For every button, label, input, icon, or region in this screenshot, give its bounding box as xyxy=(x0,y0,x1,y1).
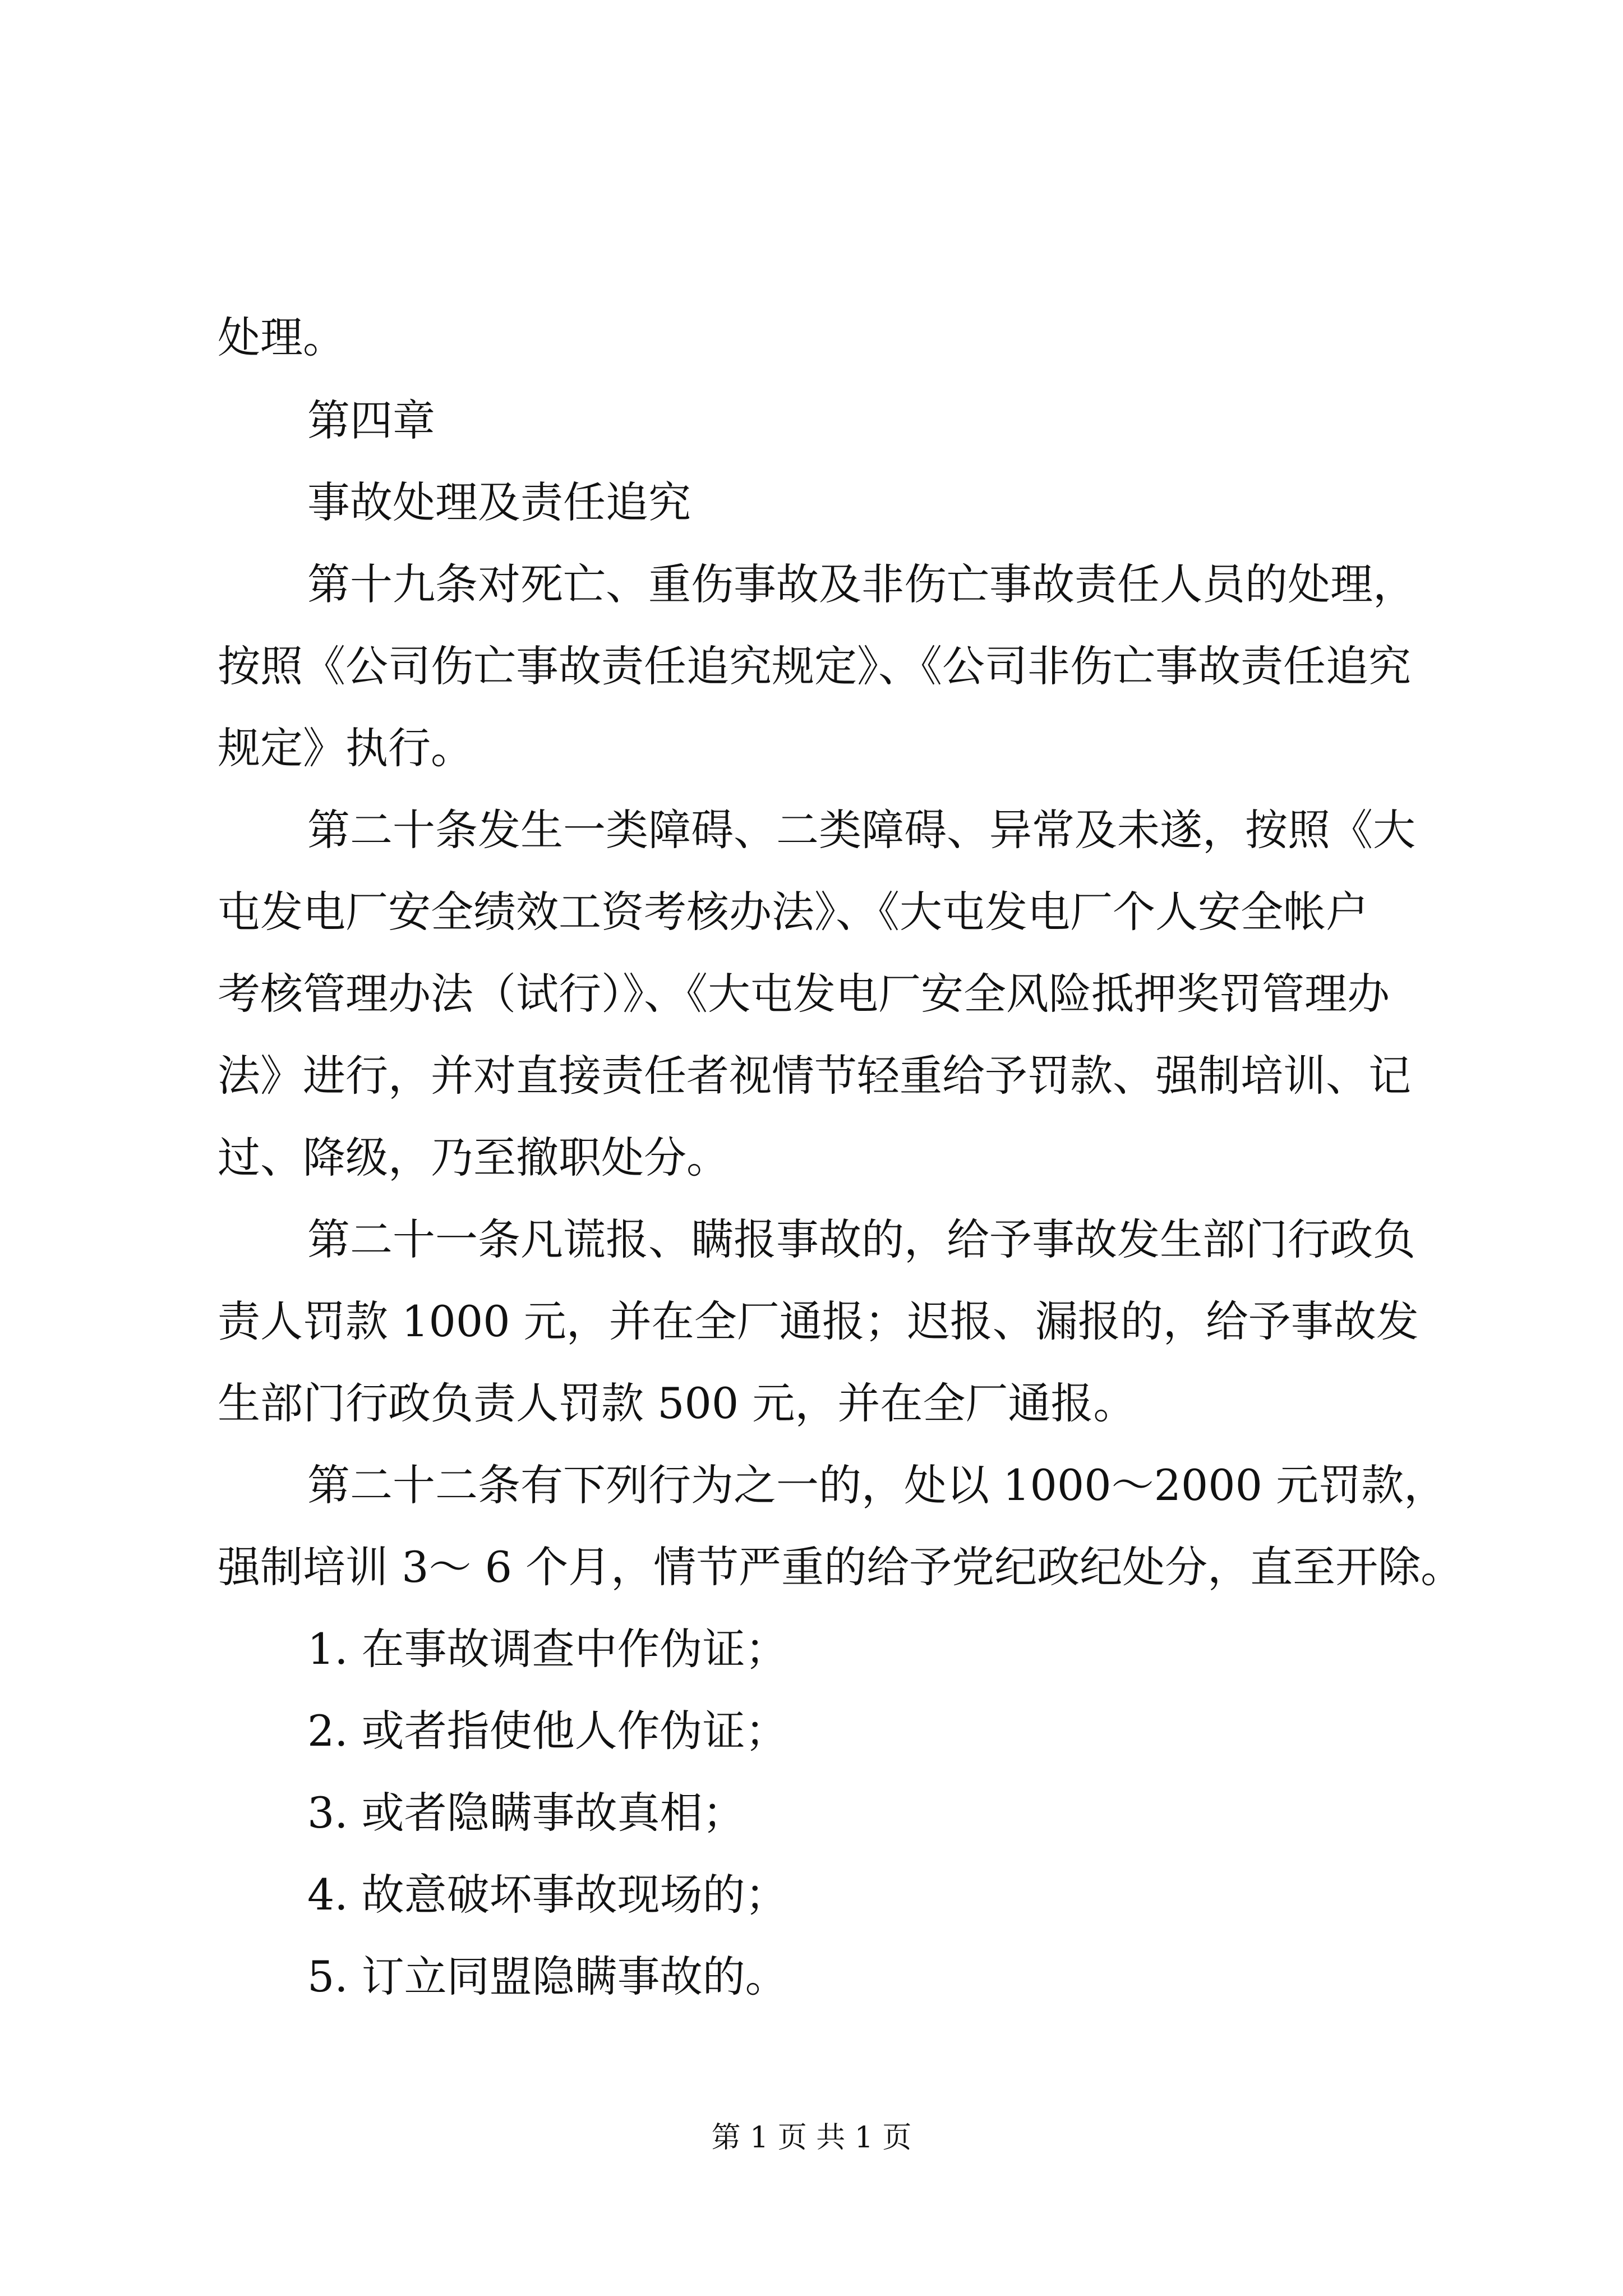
article-19-line-3: 规定》执行。 xyxy=(218,723,473,773)
list-item-3: 3. 或者隐瞒事故真相； xyxy=(307,1788,745,1838)
article-20-line-1: 第二十条发生一类障碍、二类障碍、异常及未遂，按照《大 xyxy=(307,805,1415,855)
article-21-line-1: 第二十一条凡谎报、瞒报事故的，给予事故发生部门行政负 xyxy=(307,1214,1415,1264)
chapter-heading: 第四章 xyxy=(307,395,435,445)
article-22-line-2: 强制培训 3～ 6 个月，情节严重的给予党纪政纪处分，直至开除。 xyxy=(218,1542,1464,1592)
article-20-line-4: 法》进行，并对直接责任者视情节轻重给予罚款、强制培训、记 xyxy=(218,1051,1411,1101)
article-21-line-3: 生部门行政负责人罚款 500 元，并在全厂通报。 xyxy=(218,1378,1136,1428)
article-19-line-2: 按照《公司伤亡事故责任追究规定》、《公司非伤亡事故责任追究 xyxy=(218,641,1411,691)
article-20-line-2: 屯发电厂安全绩效工资考核办法》、《大屯发电厂个人安全帐户 xyxy=(218,887,1368,937)
list-item-4: 4. 故意破坏事故现场的； xyxy=(307,1870,788,1920)
article-19-line-1: 第十九条对死亡、重伤事故及非伤亡事故责任人员的处理， xyxy=(307,559,1415,609)
list-item-1: 1. 在事故调查中作伪证； xyxy=(307,1624,788,1674)
article-20-line-3: 考核管理办法（试行）》、《大屯发电厂安全风险抵押奖罚管理办 xyxy=(218,969,1390,1019)
list-item-2: 2. 或者指使他人作伪证； xyxy=(307,1706,788,1756)
article-22-line-1: 第二十二条有下列行为之一的，处以 1000～2000 元罚款， xyxy=(307,1460,1447,1510)
article-20-line-5: 过、降级，乃至撤职处分。 xyxy=(218,1133,729,1182)
list-item-5: 5. 订立同盟隐瞒事故的。 xyxy=(307,1952,788,2001)
chapter-title: 事故处理及责任追究 xyxy=(307,477,691,527)
text-line-1: 处理。 xyxy=(218,312,345,362)
article-21-line-2: 责人罚款 1000 元，并在全厂通报；迟报、漏报的，给予事故发 xyxy=(218,1296,1419,1346)
page-footer: 第 1 页 共 1 页 xyxy=(711,2121,912,2155)
